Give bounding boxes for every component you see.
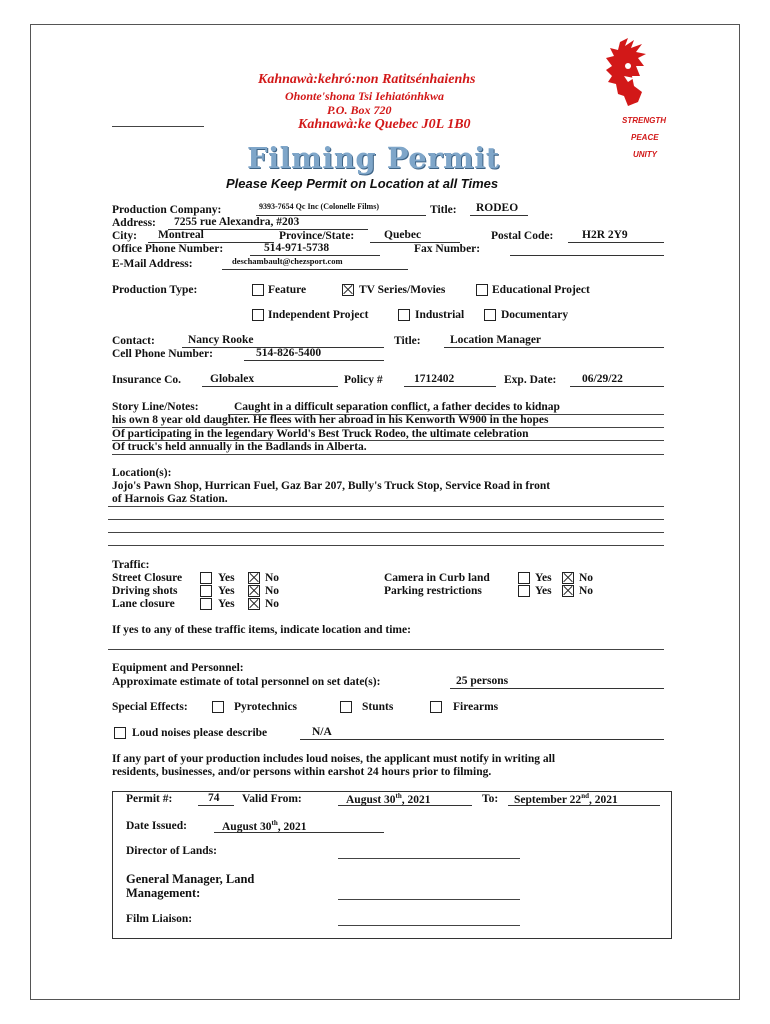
street-closure-no-checkbox[interactable] xyxy=(248,572,260,584)
contact-label: Contact: xyxy=(112,335,155,347)
form-title: Filming Permit xyxy=(247,141,500,175)
date-issued-label: Date Issued: xyxy=(126,820,188,832)
special-effects-label: Special Effects: xyxy=(112,701,188,713)
city-value: Montreal xyxy=(158,229,204,241)
loud-noises-checkbox[interactable] xyxy=(114,727,126,739)
exp-date-field[interactable] xyxy=(570,373,664,387)
street-closure-yes-checkbox[interactable] xyxy=(200,572,212,584)
valid-to-field[interactable] xyxy=(508,792,660,806)
email-field[interactable] xyxy=(222,255,408,270)
locations-underline-1 xyxy=(108,506,664,507)
parking-restrictions-no-label: No xyxy=(579,585,594,597)
insurance-company-value: Globalex xyxy=(210,373,255,385)
contact-value: Nancy Rooke xyxy=(188,334,254,346)
driving-shots-label: Driving shots xyxy=(112,585,178,597)
driving-shots-yes-checkbox[interactable] xyxy=(200,585,212,597)
story-line-1[interactable]: Caught in a difficult separation conflict, a father decides to kidnap xyxy=(234,401,560,413)
educational-label: Educational Project xyxy=(492,284,590,296)
lane-closure-yes-label: Yes xyxy=(218,598,235,610)
tv-series-checkbox[interactable] xyxy=(342,284,354,296)
contact-title-field[interactable] xyxy=(444,334,664,348)
personnel-field[interactable] xyxy=(450,675,664,689)
form-subtitle: Please Keep Permit on Location at all Times xyxy=(226,176,499,191)
personnel-value: 25 persons xyxy=(456,675,509,687)
camera-curb-no-label: No xyxy=(579,572,594,584)
locations-underline-4 xyxy=(108,545,664,546)
address-label: Address: xyxy=(112,217,156,229)
office-phone-value: 514-971-5738 xyxy=(264,242,330,254)
production-type-label: Production Type: xyxy=(112,284,198,296)
parking-restrictions-label: Parking restrictions xyxy=(384,585,482,597)
parking-restrictions-yes-checkbox[interactable] xyxy=(518,585,530,597)
educational-checkbox[interactable] xyxy=(476,284,488,296)
permit-office-box xyxy=(112,791,672,939)
city-field[interactable] xyxy=(148,229,274,243)
postal-code-label: Postal Code: xyxy=(491,230,554,242)
film-liaison-signature-field[interactable] xyxy=(338,925,520,926)
personnel-label: Approximate estimate of total personnel on set date(s): xyxy=(112,676,381,688)
permit-number-field[interactable] xyxy=(198,792,234,806)
city-label: City: xyxy=(112,230,137,242)
street-closure-no-label: No xyxy=(265,572,280,584)
gm-label-line1: General Manager, Land xyxy=(126,872,255,886)
permit-number-value: 74 xyxy=(208,792,220,804)
postal-code-value: H2R 2Y9 xyxy=(582,229,628,241)
policy-field[interactable] xyxy=(404,373,496,387)
valid-from-field[interactable] xyxy=(338,792,472,806)
office-phone-label: Office Phone Number: xyxy=(112,243,224,255)
film-liaison-label: Film Liaison: xyxy=(126,913,193,925)
contact-field[interactable] xyxy=(182,334,384,348)
director-signature-field[interactable] xyxy=(338,858,520,859)
policy-label: Policy # xyxy=(344,374,383,386)
stunts-checkbox[interactable] xyxy=(340,701,352,713)
cell-phone-value: 514-826-5400 xyxy=(256,347,322,359)
cell-phone-field[interactable] xyxy=(244,347,384,361)
traffic-note-field[interactable] xyxy=(108,649,664,650)
permit-number-label: Permit #: xyxy=(126,793,173,805)
date-issued-value: August 30th, 2021 xyxy=(222,819,307,833)
lane-closure-yes-checkbox[interactable] xyxy=(200,598,212,610)
equipment-label: Equipment and Personnel: xyxy=(112,662,244,674)
independent-label: Independent Project xyxy=(268,309,369,321)
exp-date-label: Exp. Date: xyxy=(504,374,557,386)
traffic-note: If yes to any of these traffic items, indicate location and time: xyxy=(112,624,411,636)
pyrotechnics-label: Pyrotechnics xyxy=(234,701,298,713)
gm-signature-field[interactable] xyxy=(338,899,520,900)
province-value: Quebec xyxy=(384,229,422,241)
street-closure-yes-label: Yes xyxy=(218,572,235,584)
email-value: deschambault@chezsport.com xyxy=(232,256,343,266)
locations-underline-2 xyxy=(108,519,664,520)
province-label: Province/State: xyxy=(279,230,355,242)
feature-label: Feature xyxy=(268,284,307,296)
stunts-label: Stunts xyxy=(362,701,394,713)
camera-curb-label: Camera in Curb land xyxy=(384,572,490,584)
loud-noises-value: N/A xyxy=(312,726,332,738)
loud-noises-field[interactable] xyxy=(300,726,664,740)
org-name-line1: Kahnawà:kehró:non Ratitsénhaienhs xyxy=(258,72,476,87)
locations-underline-3 xyxy=(108,532,664,533)
story-line-2[interactable]: his own 8 year old daughter. He flees with her abroad in his Kenworth W900 in the hopes xyxy=(112,414,549,426)
motto-unity: UNITY xyxy=(633,150,657,159)
valid-from-label: Valid From: xyxy=(242,793,302,805)
contact-title-value: Location Manager xyxy=(450,334,542,346)
parking-restrictions-yes-label: Yes xyxy=(535,585,552,597)
firearms-label: Firearms xyxy=(453,701,499,713)
story-line-3[interactable]: Of participating in the legendary World's Best Truck Rodeo, the ultimate celebration xyxy=(112,428,529,440)
address-value: 7255 rue Alexandra, #203 xyxy=(174,216,300,228)
province-field[interactable] xyxy=(370,229,460,243)
production-company-value: 9393-7654 Qc Inc (Colonelle Films) xyxy=(259,202,379,211)
lane-closure-no-checkbox[interactable] xyxy=(248,598,260,610)
industrial-label: Industrial xyxy=(415,309,465,321)
lane-closure-label: Lane closure xyxy=(112,598,175,610)
notice-line-2: residents, businesses, and/or persons within earshot 24 hours prior to filming. xyxy=(112,766,492,778)
title-value: RODEO xyxy=(476,202,519,214)
camera-curb-yes-checkbox[interactable] xyxy=(518,572,530,584)
valid-from-value: August 30th, 2021 xyxy=(346,792,431,806)
fax-label: Fax Number: xyxy=(414,243,481,255)
documentary-label: Documentary xyxy=(501,309,569,321)
street-closure-label: Street Closure xyxy=(112,572,183,584)
motto-peace: PEACE xyxy=(631,133,659,142)
independent-checkbox[interactable] xyxy=(252,309,264,321)
cell-phone-label: Cell Phone Number: xyxy=(112,348,213,360)
lane-closure-no-label: No xyxy=(265,598,280,610)
loud-noises-label: Loud noises please describe xyxy=(132,727,268,739)
locations-line-2[interactable]: of Harnois Gaz Station. xyxy=(112,493,228,505)
valid-to-label: To: xyxy=(482,793,499,805)
production-company-field[interactable] xyxy=(256,201,426,216)
story-label: Story Line/Notes: xyxy=(112,401,199,413)
story-line-4[interactable]: Of truck's held annually in the Badlands in Alberta. xyxy=(112,441,367,453)
date-issued-field[interactable] xyxy=(214,819,384,833)
pyrotechnics-checkbox[interactable] xyxy=(212,701,224,713)
contact-title-label: Title: xyxy=(394,335,421,347)
exp-date-value: 06/29/22 xyxy=(582,373,623,385)
production-company-label: Production Company: xyxy=(112,204,222,216)
driving-shots-yes-label: Yes xyxy=(218,585,235,597)
locations-label: Location(s): xyxy=(112,467,172,479)
insurance-company-field[interactable] xyxy=(202,373,338,387)
camera-curb-no-checkbox[interactable] xyxy=(562,572,574,584)
director-label: Director of Lands: xyxy=(126,845,217,857)
office-phone-field[interactable] xyxy=(250,242,380,256)
org-name-line2: Ohonte'shona Tsi Iehiatónhkwa xyxy=(285,89,444,103)
feather-head-logo-icon xyxy=(598,36,664,108)
driving-shots-no-label: No xyxy=(265,585,280,597)
insurance-label: Insurance Co. xyxy=(112,374,182,386)
firearms-checkbox[interactable] xyxy=(430,701,442,713)
policy-value: 1712402 xyxy=(414,373,455,385)
parking-restrictions-no-checkbox[interactable] xyxy=(562,585,574,597)
postal-code-field[interactable] xyxy=(568,229,664,243)
notice-line-1: If any part of your production includes loud noises, the applicant must notify in writing all xyxy=(112,753,556,765)
title-label: Title: xyxy=(430,204,457,216)
header-blank-line xyxy=(112,126,204,127)
gm-label-line2: Management: xyxy=(126,886,201,900)
org-address-pobox: P.O. Box 720 xyxy=(327,103,392,117)
org-address-city: Kahnawà:ke Quebec J0L 1B0 xyxy=(298,117,471,132)
email-label: E-Mail Address: xyxy=(112,258,193,270)
feature-checkbox[interactable] xyxy=(252,284,264,296)
traffic-label: Traffic: xyxy=(112,559,150,571)
title-field[interactable] xyxy=(470,201,528,216)
driving-shots-no-checkbox[interactable] xyxy=(248,585,260,597)
tv-series-label: TV Series/Movies xyxy=(359,284,446,296)
story-underline-4 xyxy=(112,454,664,455)
fax-field[interactable] xyxy=(510,242,664,256)
motto-strength: STRENGTH xyxy=(622,116,666,125)
locations-line-1[interactable]: Jojo's Pawn Shop, Hurrican Fuel, Gaz Bar 207, Bully's Truck Stop, Service Road in front xyxy=(112,480,551,492)
industrial-checkbox[interactable] xyxy=(398,309,410,321)
camera-curb-yes-label: Yes xyxy=(535,572,552,584)
valid-to-value: September 22nd, 2021 xyxy=(514,792,618,806)
address-field[interactable] xyxy=(168,216,368,230)
documentary-checkbox[interactable] xyxy=(484,309,496,321)
